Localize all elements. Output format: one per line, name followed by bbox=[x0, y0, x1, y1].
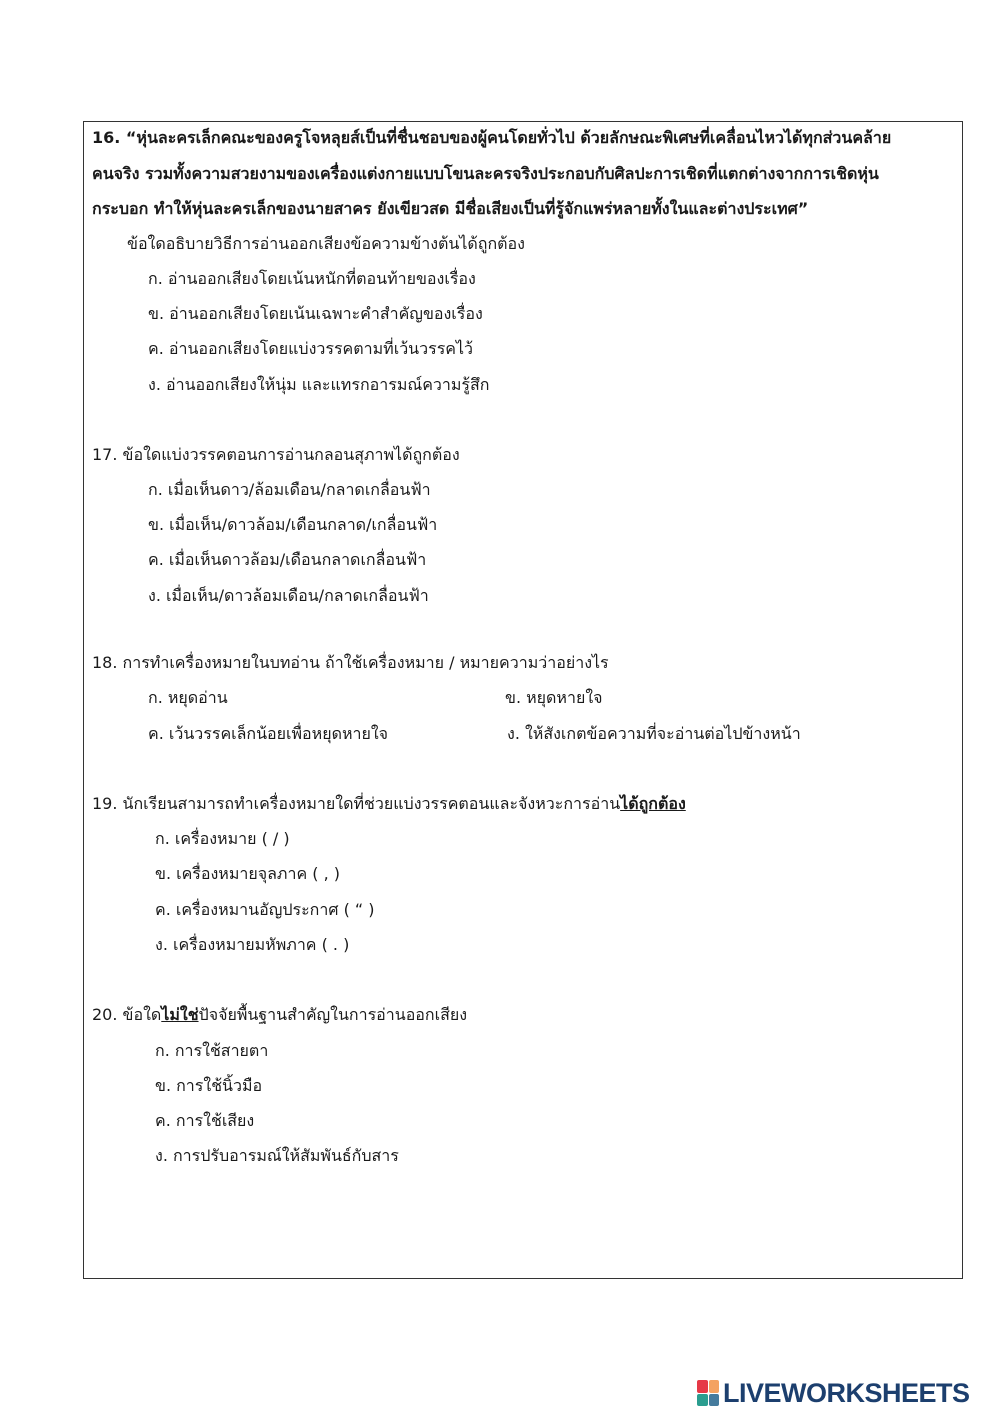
q16-option-b: ข. อ่านออกเสียงโดยเน้นเฉพาะคำสำคัญของเรื่อง bbox=[148, 304, 483, 323]
q19-option-c: ค. เครื่องหมานอัญประกาศ ( “ ) bbox=[155, 900, 375, 919]
q20-stem-prefix: 20. ข้อใด bbox=[92, 1005, 162, 1024]
q17-option-c: ค. เมื่อเห็นดาวล้อม/เดือนกลาดเกลื่อนฟ้า bbox=[148, 550, 427, 569]
q20-stem bbox=[92, 1004, 467, 1026]
q16-stem-line-3: กระบอก ทำให้หุ่นละครเล็กของนายสาคร ยังเขียวสด มีชื่อเสียงเป็นที่รู้จักแพร่หลายทั้งในและต่างประเทศ” bbox=[92, 199, 809, 218]
q17-option-b: ข. เมื่อเห็น/ดาวล้อม/เดือนกลาด/เกลื่อนฟ้า bbox=[148, 515, 438, 534]
q16-option-a: ก. อ่านออกเสียงโดยเน้นหนักที่ตอนท้ายของเรื่อง bbox=[148, 269, 476, 288]
q19-stem bbox=[92, 793, 686, 815]
logo-icon-cell-3 bbox=[697, 1394, 708, 1407]
q17-option-d: ง. เมื่อเห็น/ดาวล้อมเดือน/กลาดเกลื่อนฟ้า bbox=[148, 586, 429, 605]
q16-stem-line-1: 16. “หุ่นละครเล็กคณะของครูโจหลุยส์เป็นที่ชื่นชอบของผู้คนโดยทั่วไป ด้วยลักษณะพิเศษที่เคลื่อนไหวได้ทุกส่วนคล้าย bbox=[92, 128, 892, 147]
q19-stem-text: 19. นักเรียนสามารถทำเครื่องหมายใดที่ช่วยแบ่งวรรคตอนและจังหวะการอ่าน bbox=[92, 794, 621, 813]
q17-stem: 17. ข้อใดแบ่งวรรคตอนการอ่านกลอนสุภาพได้ถูกต้อง bbox=[92, 445, 460, 464]
q16-option-d: ง. อ่านออกเสียงให้นุ่ม และแทรกอารมณ์ความรู้สึก bbox=[148, 375, 490, 394]
q16-option-c: ค. อ่านออกเสียงโดยแบ่งวรรคตามที่เว้นวรรคไว้ bbox=[148, 339, 474, 358]
q20-option-b: ข. การใช้นิ้วมือ bbox=[155, 1076, 263, 1095]
q20-option-c: ค. การใช้เสียง bbox=[155, 1111, 255, 1130]
q19-option-d: ง. เครื่องหมายมหัพภาค ( . ) bbox=[155, 935, 350, 954]
q18-option-d: ง. ให้สังเกตข้อความที่จะอ่านต่อไปข้างหน้า bbox=[507, 724, 801, 743]
q18-option-b: ข. หยุดหายใจ bbox=[505, 688, 603, 707]
q17-option-a: ก. เมื่อเห็นดาว/ล้อมเดือน/กลาดเกลื่อนฟ้า bbox=[148, 480, 431, 499]
q18-stem: 18. การทำเครื่องหมายในบทอ่าน ถ้าใช้เครื่องหมาย / หมายความว่าอย่างไร bbox=[92, 653, 609, 672]
liveworksheets-logo bbox=[697, 1378, 970, 1408]
q18-option-c: ค. เว้นวรรคเล็กน้อยเพื่อหยุดหายใจ bbox=[148, 724, 389, 743]
q20-option-d: ง. การปรับอารมณ์ให้สัมพันธ์กับสาร bbox=[155, 1146, 399, 1165]
liveworksheets-logo-icon bbox=[697, 1380, 719, 1406]
q16-stem-line-2: คนจริง รวมทั้งความสวยงามของเครื่องแต่งกายแบบโขนละครจริงประกอบกับศิลปะการเชิดที่แตกต่างจากการเชิดหุ่น bbox=[92, 164, 879, 183]
q18-option-a: ก. หยุดอ่าน bbox=[148, 688, 228, 707]
liveworksheets-logo-text: LIVEWORKSHEETS bbox=[723, 1377, 970, 1408]
q19-option-a: ก. เครื่องหมาย ( / ) bbox=[155, 829, 290, 848]
q20-stem-suffix: ปัจจัยพื้นฐานสำคัญในการอ่านออกเสียง bbox=[198, 1005, 468, 1024]
logo-icon-cell-1 bbox=[697, 1380, 708, 1393]
q20-stem-emphasis: ไม่ใช่ bbox=[161, 1005, 199, 1024]
q19-option-b: ข. เครื่องหมายจุลภาค ( , ) bbox=[155, 864, 340, 883]
logo-icon-cell-4 bbox=[709, 1394, 720, 1407]
q19-stem-emphasis: ได้ถูกต้อง bbox=[620, 794, 686, 813]
q16-prompt: ข้อใดอธิบายวิธีการอ่านออกเสียงข้อความข้างต้นได้ถูกต้อง bbox=[127, 234, 525, 253]
logo-icon-cell-2 bbox=[709, 1380, 720, 1393]
q20-option-a: ก. การใช้สายตา bbox=[155, 1041, 269, 1060]
